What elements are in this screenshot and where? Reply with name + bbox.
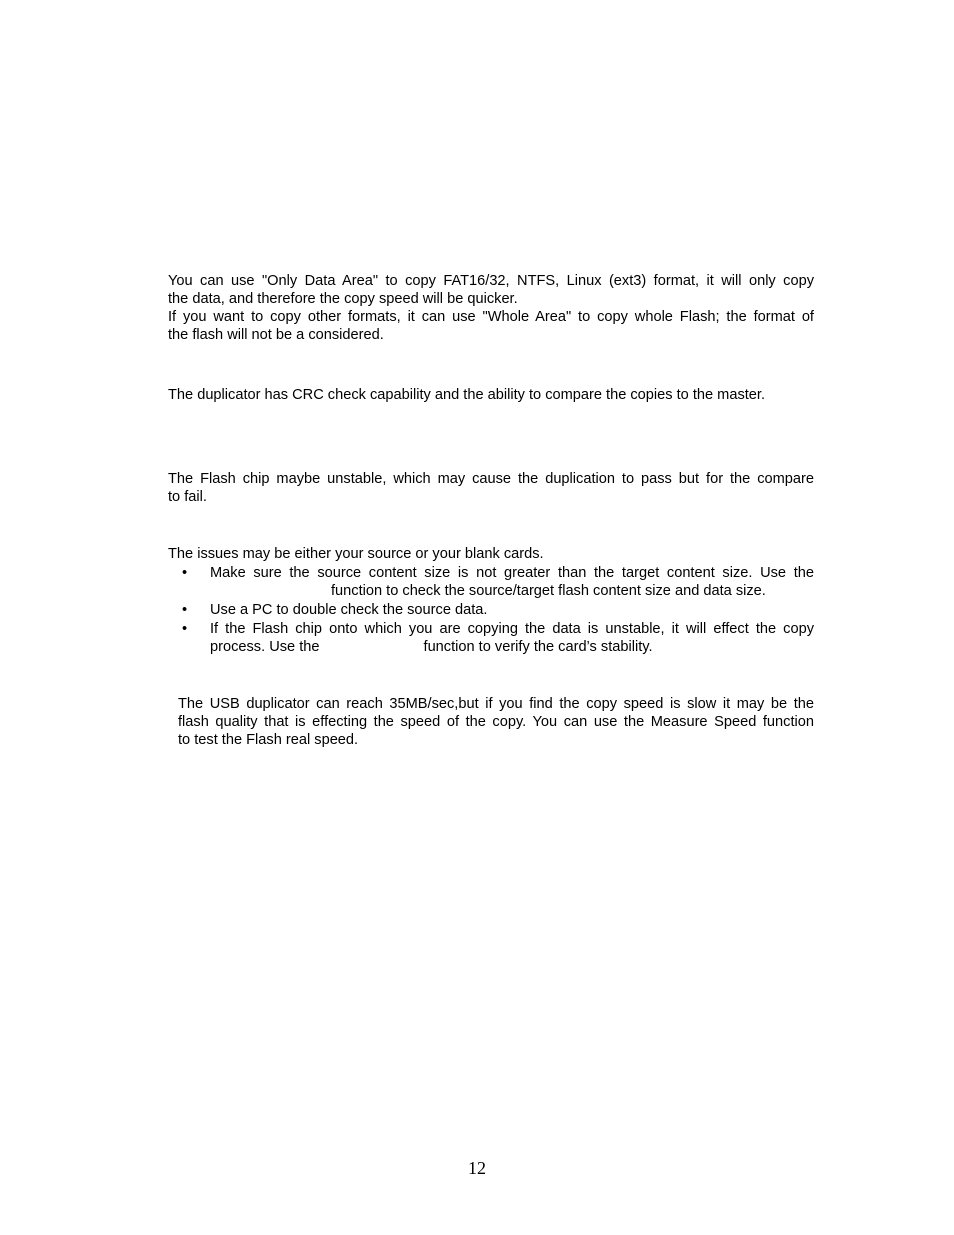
text-line: The Flash chip maybe unstable, which may cause the duplication to pass but for the compare <box>168 471 814 487</box>
bullet-list <box>168 564 814 657</box>
paragraph-data-area <box>168 272 814 344</box>
text-line: Make sure the source content size is not greater than the target content size. Use the <box>210 565 814 581</box>
bullet-icon: • <box>182 565 188 581</box>
paragraph-crc <box>168 386 814 404</box>
text-line: If you want to copy other formats, it can use "Whole Area" to copy whole Flash; the format of <box>168 309 814 325</box>
text-line: The issues may be either your source or your blank cards. <box>168 546 544 562</box>
list-item <box>168 620 814 656</box>
text-line: Use a PC to double check the source data. <box>210 602 488 618</box>
text-line: function to check the source/target flash content size and data size. <box>331 583 766 599</box>
paragraph-issues <box>168 545 814 563</box>
paragraph-speed <box>178 695 814 749</box>
bullet-icon: • <box>182 621 188 637</box>
text-line: You can use "Only Data Area" to copy FAT16/32, NTFS, Linux (ext3) format, it will only copy <box>168 273 814 289</box>
text-line: flash quality that is effecting the speed of the copy. You can use the Measure Speed function <box>178 714 814 730</box>
text-line: The USB duplicator can reach 35MB/sec,but if you find the copy speed is slow it may be the <box>178 696 814 712</box>
text-line <box>210 638 814 656</box>
text-line: to fail. <box>168 489 207 505</box>
text-line: to test the Flash real speed. <box>178 732 359 748</box>
text-line: The duplicator has CRC check capability and the ability to compare the copies to the master. <box>168 387 766 403</box>
list-item <box>168 564 814 600</box>
page-number: 12 <box>468 1158 486 1178</box>
list-item <box>168 601 814 619</box>
paragraph-flash-unstable <box>168 470 814 506</box>
text-fragment: process. Use the <box>210 639 320 655</box>
text-line: If the Flash chip onto which you are copying the data is unstable, it will effect the copy <box>210 621 814 637</box>
bullet-icon: • <box>182 602 188 618</box>
text-fragment: function to verify the card’s stability. <box>423 639 653 655</box>
text-line: the flash will not be a considered. <box>168 327 384 343</box>
text-line: the data, and therefore the copy speed will be quicker. <box>168 291 518 307</box>
